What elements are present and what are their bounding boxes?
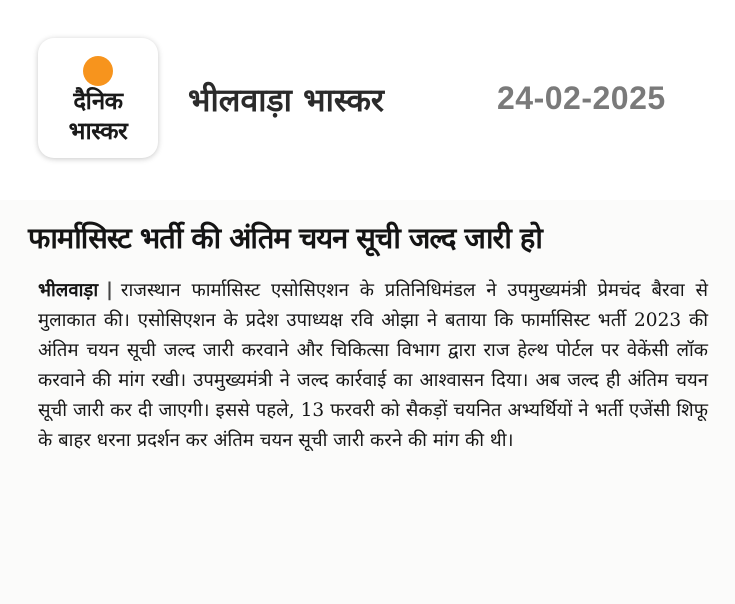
article-dateline: भीलवाड़ा — [38, 280, 99, 301]
dateline-separator: | — [106, 280, 113, 301]
news-clipping — [0, 200, 735, 604]
dainik-bhaskar-logo — [38, 38, 158, 158]
article-headline: फार्मासिस्ट भर्ती की अंतिम चयन सूची जल्द जारी हो — [28, 221, 542, 255]
page-header — [0, 0, 735, 175]
article-body-text: राजस्थान फार्मासिस्ट एसोसिएशन के प्रतिनिधिमंडल ने उपमुख्यमंत्री प्रेमचंद बैरवा से मुलाकात की। एसोसिएशन के प्रदेश उपाध्यक्ष रवि ओझा ने बताया कि फार्मासिस्ट भर्ती 2023 की अंतिम चयन सूची जल्द जारी करवाने और चिकित्सा विभाग द्वारा राज हेल्थ पोर्टल पर वेकेंसी लॉक करवाने की मांग रखी। उपमुख्यमंत्री ने जल्द कार्रवाई का आश्वासन दिया। अब जल्द ही अंतिम चयन सूची जारी कर दी जाएगी। इससे पहले, 13 फरवरी को सैकड़ों चयनित अभ्यर्थियों ने भर्ती एजेंसी शिफू के बाहर धरना प्रदर्शन कर अंतिम चयन सूची जारी करने की मांग की थी। — [38, 280, 708, 451]
article-body — [38, 276, 708, 456]
edition-title: भीलवाड़ा भास्कर — [188, 81, 385, 119]
publication-date: 24-02-2025 — [497, 80, 666, 116]
logo-text-line1: दैनिक — [73, 87, 123, 115]
logo-text-line2: भास्कर — [68, 117, 128, 145]
sun-logo-icon — [83, 56, 113, 86]
